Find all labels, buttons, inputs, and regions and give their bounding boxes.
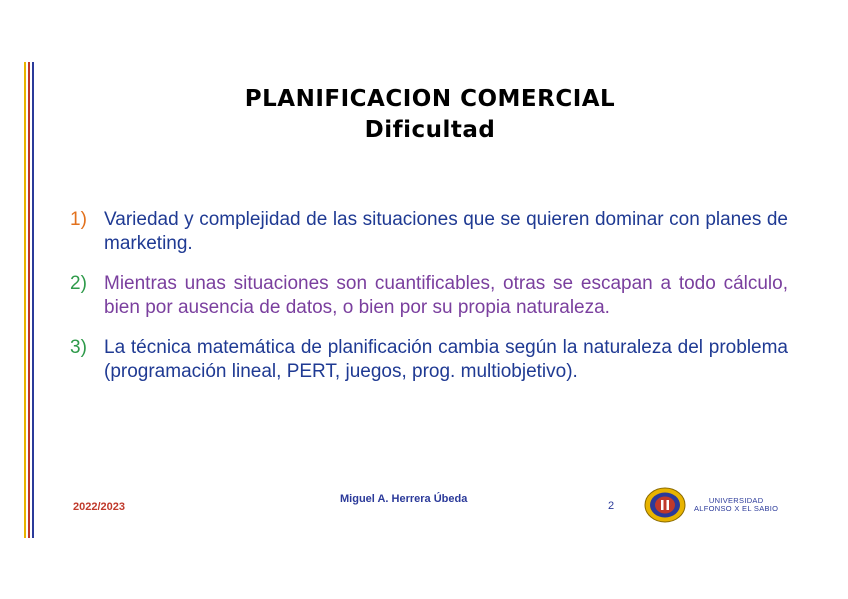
page-number: 2 bbox=[608, 500, 615, 512]
list-item-text: Mientras unas situaciones son cuantificables, otras se escapan a todo cálculo, bien por ausencia de datos, o bien por su propia naturaleza. bbox=[104, 273, 788, 318]
university-name bbox=[694, 497, 778, 513]
list-item-number: 2) bbox=[70, 273, 87, 294]
list-item-number: 1) bbox=[70, 209, 87, 230]
decorative-stripe-yellow bbox=[24, 62, 26, 538]
list-item bbox=[70, 336, 788, 384]
list-item bbox=[70, 272, 788, 320]
slide-title: PLANIFICACION COMERCIAL bbox=[244, 86, 616, 112]
decorative-stripe-blue bbox=[32, 62, 34, 538]
list-item-number: 3) bbox=[70, 337, 87, 358]
list-item bbox=[70, 208, 788, 256]
university-name-line1: UNIVERSIDAD bbox=[708, 496, 764, 505]
university-seal-icon bbox=[644, 487, 686, 523]
footer-author: Miguel A. Herrera Úbeda bbox=[340, 493, 468, 505]
difficulty-list bbox=[70, 208, 788, 400]
university-name-line2: ALFONSO X EL SABIO bbox=[694, 504, 779, 513]
slide-subtitle: Dificultad bbox=[364, 117, 496, 143]
list-item-text: La técnica matemática de planificación cambia según la naturaleza del problema (programación lineal, PERT, juegos, prog. multiobjetivo). bbox=[104, 337, 788, 382]
footer-year: 2022/2023 bbox=[73, 501, 125, 513]
list-item-text: Variedad y complejidad de las situaciones que se quieren dominar con planes de marketing. bbox=[104, 209, 788, 254]
decorative-stripe-red bbox=[28, 62, 30, 538]
